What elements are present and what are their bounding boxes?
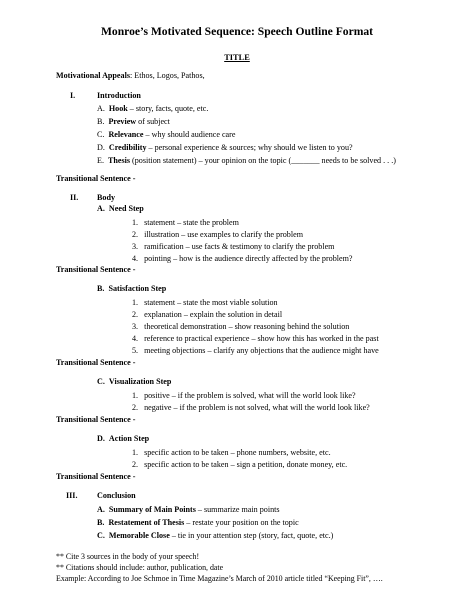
action-item-num: 1.	[132, 448, 139, 457]
satisfaction-item-num: 2.	[132, 310, 139, 319]
intro-item-letter: C.	[97, 130, 105, 139]
intro-item-letter: E.	[97, 156, 104, 165]
conclusion-item-letter: A.	[97, 505, 105, 514]
section2-numeral: II.	[70, 193, 79, 202]
satisfaction-item-num: 1.	[132, 298, 139, 307]
need-item-text: pointing – how is the audience directly affected by the problem?	[144, 254, 353, 263]
intro-item-letter: A.	[97, 104, 105, 113]
satisfaction-step-heading	[97, 285, 166, 293]
intro-item-rest: – personal experience & sources; why should we listen to you?	[146, 143, 353, 152]
conclusion-item-rest: – tie in your attention step (story, fact, quote, etc.)	[169, 531, 334, 540]
satisfaction-item-num: 5.	[132, 346, 139, 355]
intro-item-c	[97, 131, 235, 139]
need-item-3	[132, 243, 334, 251]
need-item-text: ramification – use facts & testimony to clarify the problem	[144, 242, 335, 251]
visualization-item-num: 1.	[132, 391, 139, 400]
satisfaction-item-text: theoretical demonstration – show reasoning behind the solution	[144, 322, 350, 331]
intro-item-letter: D.	[97, 143, 105, 152]
need-item-2	[132, 231, 303, 239]
appeals-text: : Ethos, Logos, Pathos,	[129, 71, 205, 80]
satisfaction-item-1	[132, 299, 278, 307]
intro-item-a	[97, 105, 208, 113]
visualization-step-label: Visualization Step	[108, 377, 172, 386]
section1-numeral: I.	[70, 91, 76, 100]
need-item-1	[132, 219, 239, 227]
intro-item-bold: Relevance	[108, 130, 144, 139]
action-step-heading	[97, 435, 149, 443]
satisfaction-item-text: meeting objections – clarify any objections that the audience might have	[144, 346, 379, 355]
intro-item-b	[97, 118, 170, 126]
conclusion-item-c	[97, 532, 333, 540]
section3-heading: Conclusion	[97, 491, 136, 500]
visualization-item-text: positive – if the problem is solved, what will the world look like?	[144, 391, 356, 400]
visualization-step-letter: C.	[97, 377, 105, 386]
conclusion-item-bold: Memorable Close	[108, 531, 170, 540]
action-item-1	[132, 449, 331, 457]
satisfaction-item-text: statement – state the most viable solution	[144, 298, 278, 307]
note-line-2: ** Citations should include: author, publication, date	[56, 563, 224, 572]
conclusion-item-rest: – restate your position on the topic	[184, 518, 299, 527]
appeals-label: Motivational Appeals	[56, 71, 130, 80]
document-subtitle: TITLE	[224, 53, 250, 62]
need-item-num: 1.	[132, 218, 139, 227]
intro-item-bold: Thesis	[107, 156, 131, 165]
transitional-sentence-3: Transitional Sentence -	[56, 358, 136, 367]
visualization-item-num: 2.	[132, 403, 139, 412]
appeals-line	[56, 72, 205, 80]
conclusion-item-b	[97, 519, 299, 527]
transitional-sentence-1: Transitional Sentence -	[56, 174, 136, 183]
intro-item-bold: Preview	[108, 117, 137, 126]
satisfaction-item-5	[132, 347, 379, 355]
conclusion-item-bold: Restatement of Thesis	[108, 518, 185, 527]
note-line-1: ** Cite 3 sources in the body of your speech!	[56, 552, 200, 561]
section3-numeral: III.	[66, 491, 78, 500]
transitional-sentence-2: Transitional Sentence -	[56, 265, 136, 274]
action-item-2	[132, 461, 347, 469]
conclusion-item-letter: C.	[97, 531, 105, 540]
need-item-num: 3.	[132, 242, 139, 251]
need-item-num: 4.	[132, 254, 139, 263]
need-item-num: 2.	[132, 230, 139, 239]
conclusion-item-bold: Summary of Main Points	[108, 505, 196, 514]
satisfaction-item-num: 3.	[132, 322, 139, 331]
intro-item-letter: B.	[97, 117, 105, 126]
need-item-4	[132, 255, 353, 263]
visualization-step-heading	[97, 378, 171, 386]
satisfaction-item-4	[132, 335, 379, 343]
action-item-num: 2.	[132, 460, 139, 469]
satisfaction-step-label: Satisfaction Step	[108, 284, 167, 293]
intro-item-rest: – story, facts, quote, etc.	[127, 104, 209, 113]
section1-heading: Introduction	[97, 91, 141, 100]
transitional-sentence-5: Transitional Sentence -	[56, 472, 136, 481]
intro-item-bold: Credibility	[108, 143, 147, 152]
satisfaction-item-text: reference to practical experience – show how this has worked in the past	[144, 334, 379, 343]
satisfaction-item-3	[132, 323, 349, 331]
action-item-text: specific action to be taken – sign a petition, donate money, etc.	[144, 460, 348, 469]
transitional-sentence-4: Transitional Sentence -	[56, 415, 136, 424]
action-step-label: Action Step	[108, 434, 150, 443]
visualization-item-text: negative – if the problem is not solved, what will the world look like?	[144, 403, 370, 412]
satisfaction-step-letter: B.	[97, 284, 105, 293]
section2-heading: Body	[97, 193, 115, 202]
intro-item-rest: (position statement) – your opinion on the topic (_______ needs to be solved . . .)	[130, 156, 396, 165]
satisfaction-item-2	[132, 311, 282, 319]
visualization-item-1	[132, 392, 356, 400]
note-line-3: Example: According to Joe Schmoe in Time Magazine’s March of 2010 article titled “Keeping Fit”, ….	[56, 574, 383, 583]
satisfaction-item-num: 4.	[132, 334, 139, 343]
conclusion-item-a	[97, 506, 280, 514]
intro-item-d	[97, 144, 353, 152]
intro-item-rest: of subject	[136, 117, 170, 126]
satisfaction-item-text: explanation – explain the solution in detail	[144, 310, 283, 319]
need-step-letter: A.	[97, 204, 105, 213]
intro-item-e	[97, 157, 396, 165]
intro-item-bold: Hook	[108, 104, 128, 113]
action-item-text: specific action to be taken – phone numbers, website, etc.	[144, 448, 331, 457]
intro-item-rest: – why should audience care	[143, 130, 236, 139]
need-item-text: statement – state the problem	[144, 218, 239, 227]
document-title: Monroe’s Motivated Sequence: Speech Outline Format	[100, 25, 374, 38]
visualization-item-2	[132, 404, 370, 412]
action-step-letter: D.	[97, 434, 105, 443]
need-step-label: Need Step	[108, 204, 144, 213]
conclusion-item-rest: – summarize main points	[195, 505, 280, 514]
need-item-text: illustration – use examples to clarify the problem	[144, 230, 303, 239]
need-step-heading	[97, 205, 144, 213]
conclusion-item-letter: B.	[97, 518, 105, 527]
